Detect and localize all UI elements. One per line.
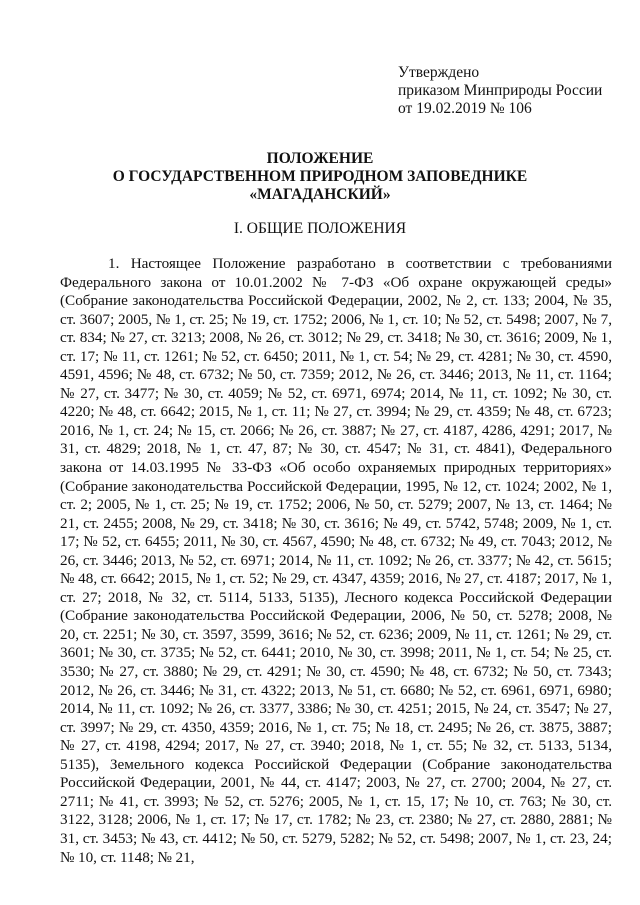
approval-date: от 19.02.2019 № 106 (398, 100, 532, 117)
title-line-1: ПОЛОЖЕНИЕ (266, 150, 374, 167)
document-title (0, 150, 640, 204)
title-line-2: О ГОСУДАРСТВЕННОМ ПРИРОДНОМ ЗАПОВЕДНИКЕ (112, 168, 528, 185)
approval-label: Утверждено (398, 64, 480, 81)
approval-block (398, 64, 602, 118)
title-line-3: «МАГАДАНСКИЙ» (249, 186, 391, 203)
paragraph-1: 1. Настоящее Положение разработано в соответствии с требованиями Федерального закона от 10.01.2002 № 7-ФЗ «Об охране окружающей среды» (Собрание законодательства Российской Федерации, 2002, № 2, ст. 133; 2004, № 35, ст. 3607; 2005, № 1, ст. 25; № 19, ст. 1752; 2006, № 1, ст. 10; № 52, ст. 5498; 2007, № 7, ст. 834; № 27, ст. 3213; 2008, № 26, ст. 3012; № 29, ст. 3418; № 30, ст. 3616; 2009, № 1, ст. 17; № 11, ст. 1261; № 52, ст. 6450; 2011, № 1, ст. 54; № 29, ст. 4281; № 30, ст. 4590, 4591, 4596; № 48, ст. 6732; № 50, ст. 7359; 2012, № 26, ст. 3446; 2013, № 11, ст. 1164; № 27, ст. 3477; № 30, ст. 4059; № 52, ст. 6971, 6974; 2014, № 11, ст. 1092; № 30, ст. 4220; № 48, ст. 6642; 2015, № 1, ст. 11; № 27, ст. 3994; № 29, ст. 4359; № 48, ст. 6723; 2016, № 1, ст. 24; № 15, ст. 2066; № 26, ст. 3887; № 27, ст. 4187, 4286, 4291; 2017, № 31, ст. 4829; 2018, № 1, ст. 47, 87; № 30, ст. 4547; № 31, ст. 4841), Федерального закона от 14.03.1995 № 33-ФЗ «Об особо охраняемых природных территориях» (Собрание законодательства Российской Федерации, 1995, № 12, ст. 1024; 2002, № 1, ст. 2; 2005, № 1, ст. 25; № 19, ст. 1752; 2006, № 50, ст. 5279; 2007, № 13, ст. 1464; № 21, ст. 2455; 2008, № 29, ст. 3418; № 30, ст. 3616; № 49, ст. 5742, 5748; 2009, № 1, ст. 17; № 52, ст. 6455; 2011, № 30, ст. 4567, 4590; № 48, ст. 6732; № 49, ст. 7043; 2012, № 26, ст. 3446; 2013, № 52, ст. 6971; 2014, № 11, ст. 1092; № 26, ст. 3377; № 42, ст. 5615; № 48, ст. 6642; 2015, № 1, ст. 52; № 29, ст. 4347, 4359; 2016, № 27, ст. 4187; 2017, № 1, ст. 27; 2018, № 32, ст. 5114, 5133, 5135), Лесного кодекса Российской Федерации (Собрание законодательства Российской Федерации, 2006, № 50, ст. 5278; 2008, № 20, ст. 2251; № 30, ст. 3597, 3599, 3616; № 52, ст. 6236; 2009, № 11, ст. 1261; № 29, ст. 3601; № 30, ст. 3735; № 52, ст. 6441; 2010, № 30, ст. 3998; 2011, № 1, ст. 54; № 25, ст. 3530; № 27, ст. 3880; № 29, ст. 4291; № 30, ст. 4590; № 48, ст. 6732; № 50, ст. 7343; 2012, № 26, ст. 3446; № 31, ст. 4322; 2013, № 51, ст. 6680; № 52, ст. 6961, 6971, 6980; 2014, № 11, ст. 1092; № 26, ст. 3377, 3386; № 30, ст. 4251; 2015, № 24, ст. 3547; № 27, ст. 3997; № 29, ст. 4350, 4359; 2016, № 1, ст. 75; № 18, ст. 2495; № 26, ст. 3875, 3887; № 27, ст. 4198, 4294; 2017, № 27, ст. 3940; 2018, № 1, ст. 55; № 32, ст. 5133, 5134, 5135), Земельного кодекса Российской Федерации (Собрание законодательства Российской Федерации, 2001, № 44, ст. 4147; 2003, № 27, ст. 2700; 2004, № 27, ст. 2711; № 41, ст. 3993; № 52, ст. 5276; 2005, № 1, ст. 15, 17; № 10, ст. 763; № 30, ст. 3122, 3128; 2006, № 1, ст. 17; № 17, ст. 1782; № 23, ст. 2380; № 27, ст. 2880, 2881; № 31, ст. 3453; № 43, ст. 4412; № 50, ст. 5279, 5282; № 52, ст. 5498; 2007, № 1, ст. 23, 24; № 10, ст. 1148; № 21, (60, 255, 612, 866)
section-heading: I. ОБЩИЕ ПОЛОЖЕНИЯ (233, 220, 407, 237)
approval-order: приказом Минприроды России (398, 82, 603, 99)
